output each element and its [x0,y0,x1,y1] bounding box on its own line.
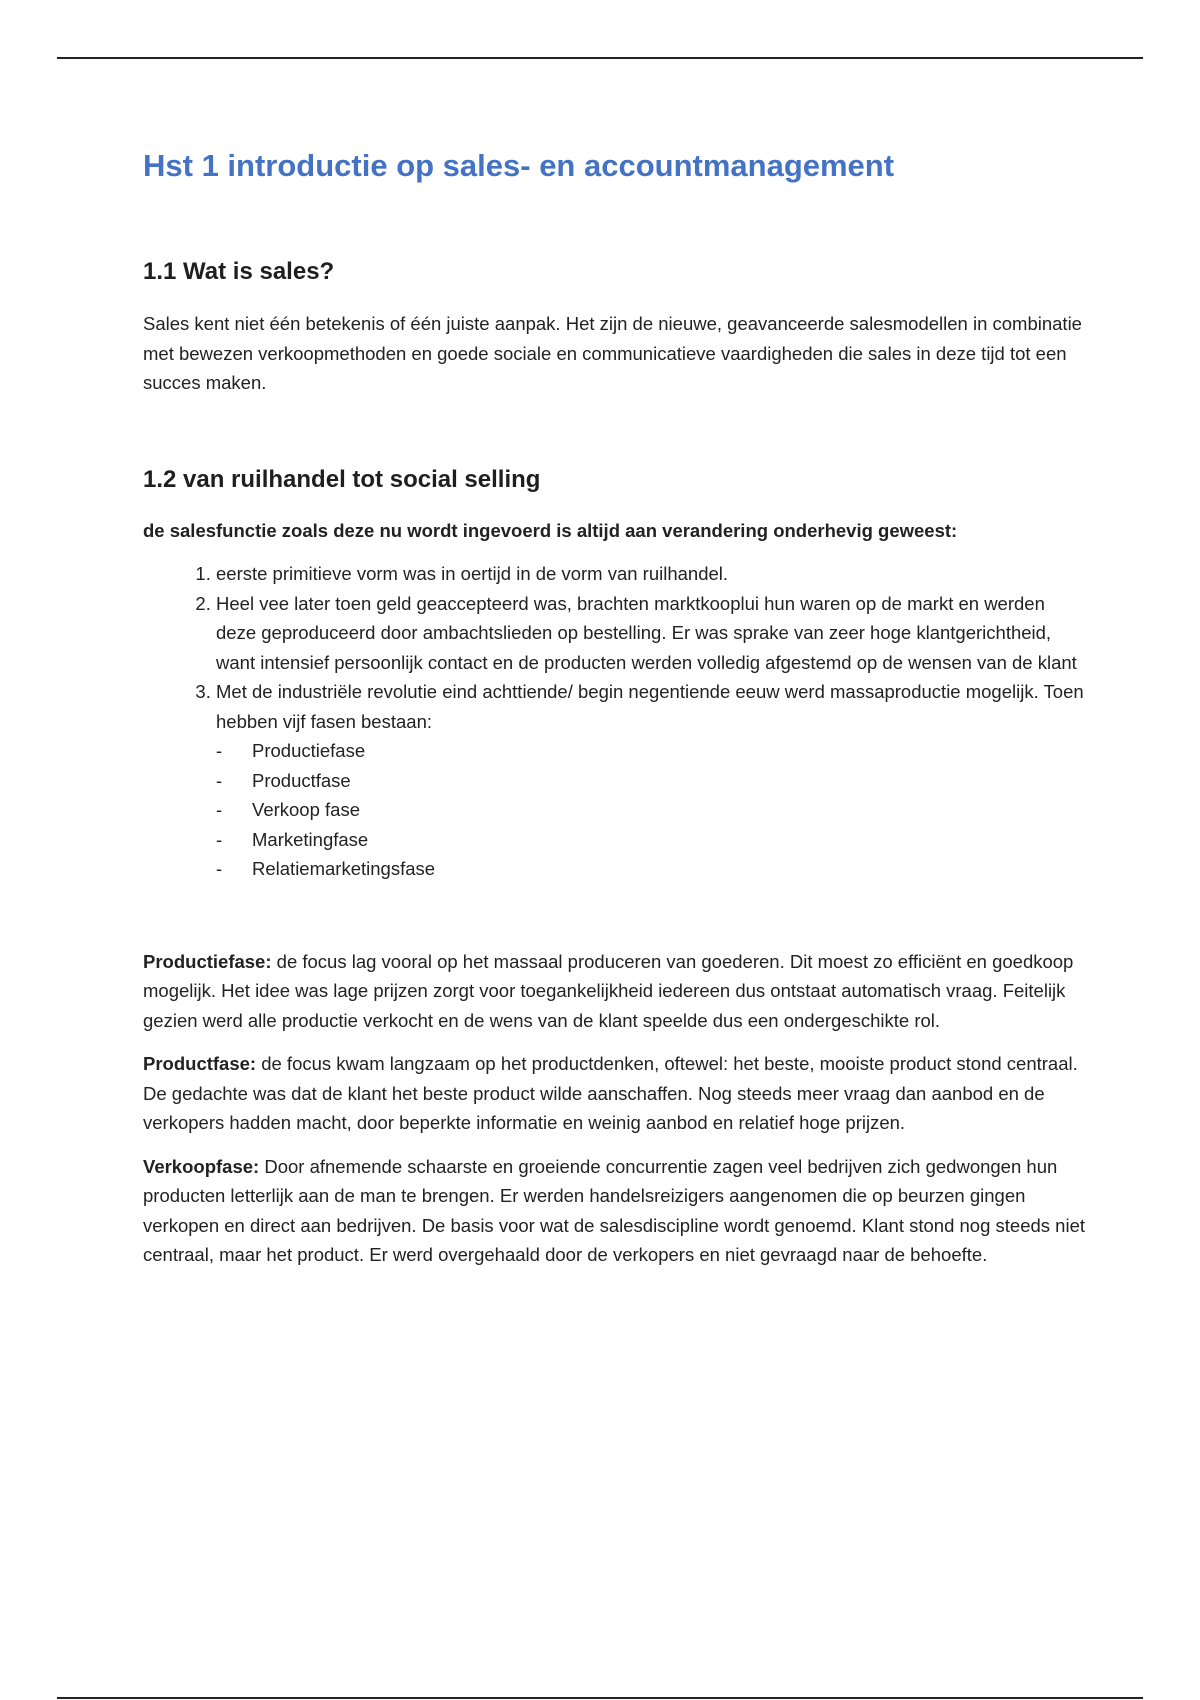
section-1-2-lead: de salesfunctie zoals deze nu wordt ingevoerd is altijd aan verandering onderhevig geweest: [143,519,958,541]
list-item [216,559,1088,589]
phase-label: Productfase: [143,1053,257,1074]
phase-label: Verkoopfase: [143,1155,260,1177]
top-rule [57,57,1143,59]
list-item [216,677,1088,884]
phase-list-item [216,854,1088,884]
section-heading-1-2: 1.2 van ruilhandel tot social selling [143,465,541,493]
phase-label: Productiefase: [143,950,272,972]
phase-name: Marketingfase [252,828,369,850]
section-1-1-paragraph: Sales kent niet één betekenis of één juiste aanpak. Het zijn de nieuwe, geavanceerde salesmodellen in combinatie met bewezen verkoopmethoden en goede sociale en communicatieve vaardigheden die sales in deze tijd tot een succes maken. [143,313,1082,393]
phases-list [216,736,1088,884]
history-list [143,559,1088,884]
dash-marker: - [216,740,223,761]
list-item [216,589,1088,678]
phase-descriptions [143,947,1088,1270]
phase-name: Relatiemarketingsfase [252,858,436,879]
phase-text: de focus lag vooral op het massaal produceren van goederen. Dit moest zo efficiënt en goedkoop mogelijk. Het idee was lage prijzen zorgt voor toegankelijkheid iedereen dus ontstaat automatisch vraag. Feitelijk gezien werd alle productie verkocht en de wens van de klant speelde dus een ondergeschikte rol. [143,950,1074,1031]
phase-description-verkoopfase [143,1152,1088,1270]
phase-list-item [216,825,1088,855]
phase-name: Verkoop fase [252,799,360,820]
phase-description-productfase [143,1049,1088,1138]
phase-name: Productiefase [252,740,366,761]
phase-list-item [216,766,1088,796]
section-heading-1-1: 1.1 Wat is sales? [143,258,335,285]
list-item-text: Met de industriële revolutie eind achttiende/ begin negentiende eeuw werd massaproductie mogelijk. Toen hebben vijf fasen bestaan: [216,681,1084,732]
phase-name: Productfase [252,769,351,791]
phase-text: de focus kwam langzaam op het productdenken, oftewel: het beste, mooiste product stond centraal. De gedachte was dat de klant het beste product wilde aanschaffen. Nog steeds meer vraag dan aanbod en de verkopers hadden macht, door beperkte informatie en weinig aanbod en relatief hoge prijzen. [143,1053,1078,1133]
dash-marker: - [216,828,223,850]
document-body [143,140,1088,1270]
bottom-rule [57,1697,1143,1699]
phase-description-productiefase [143,947,1088,1036]
phase-list-item [216,736,1088,766]
list-item-text: eerste primitieve vorm was in oertijd in de vorm van ruilhandel. [216,563,729,584]
document-title: Hst 1 introductie op sales- en accountmanagement [143,148,895,183]
phase-list-item [216,795,1088,825]
list-item-text: Heel vee later toen geld geaccepteerd was, brachten marktkooplui hun waren op de markt en werden deze geproduceerd door ambachtslieden op bestelling. Er was sprake van zeer hoge klantgerichtheid, want intensief persoonlijk contact en de producten werden volledig afgestemd op de wensen van de klant [216,592,1077,673]
dash-marker: - [216,858,223,879]
dash-marker: - [216,769,223,791]
dash-marker: - [216,799,223,820]
phase-text: Door afnemende schaarste en groeiende concurrentie zagen veel bedrijven zich gedwongen hun producten letterlijk aan de man te brengen. Er werden handelsreizigers aangenomen die op beurzen gingen verkopen en direct aan bedrijven. De basis voor wat de salesdiscipline wordt genoemd. Klant stond nog steeds niet centraal, maar het product. Er werd overgehaald door de verkopers en niet gevraagd naar de behoefte. [143,1155,1086,1265]
